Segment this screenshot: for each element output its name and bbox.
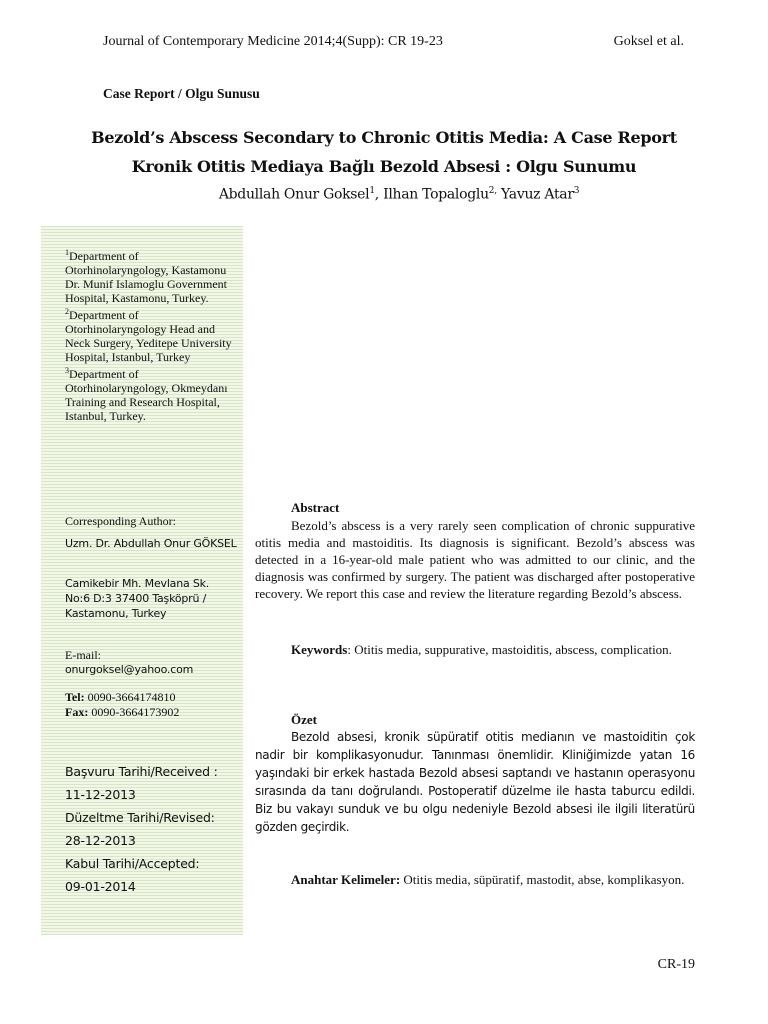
author-name: Ilhan Topaloglu <box>383 186 489 203</box>
ozet-text: Bezold absesi, kronik süpüratif otitis medianın ve mastoiditin çok nadir bir komplikasyonudur. Tanınması önemlidir. Kliniğimizde yatan 16 yaşındaki bir erkek hastada Bezold absesi saptandı ve hastanın operasyonu sırasında da tanı doğrulandı. Postoperatif düzelme ile hasta taburcu edildi. Biz bu vakayı sunduk ve bu olgu nedeniyle Bezold absesi ile ilgili literatürü gözden geçirdik. <box>255 730 695 834</box>
abstract-text: Bezold’s abscess is a very rarely seen complication of chronic suppurative otitis media and mastoiditis. Its diagnosis is significant. Bezold’s abscess was detected in a 16-year-old male patient who was admitted to our clinic, and the diagnosis was confirmed by surgery. The patient was discharged after postoperative recovery. We report this case and review the literature regarding Bezold’s abscess. <box>255 518 695 601</box>
author-affil-sup: 3 <box>573 186 580 196</box>
corresponding-address: Camikebir Mh. Mevlana Sk. No:6 D:3 37400 Taşköprü / Kastamonu, Turkey <box>65 577 210 620</box>
corresponding-name: Uzm. Dr. Abdullah Onur GÖKSEL <box>65 537 237 550</box>
received-label: Başvuru Tarihi/Received : <box>65 764 218 779</box>
tel-row <box>65 690 237 704</box>
anahtar-kelimeler <box>255 871 695 888</box>
anahtar-text: Otitis media, süpüratif, mastodit, abse, komplikasyon. <box>400 872 685 887</box>
keywords-label: Keywords <box>291 642 348 657</box>
author-affil-sup: 1 <box>369 186 375 196</box>
affiliation-sup: 2 <box>65 307 69 316</box>
author-separator: , <box>374 186 384 203</box>
abstract-heading: Abstract <box>291 500 340 515</box>
affiliation-item <box>65 246 237 305</box>
email-label: E-mail: <box>65 648 101 662</box>
keywords-text: : Otitis media, suppurative, mastoiditis, abscess, complication. <box>347 642 672 657</box>
article-type: Case Report / Olgu Sunusu <box>103 86 260 101</box>
revised-date: 28-12-2013 <box>65 833 136 848</box>
title-english: Bezold’s Abscess Secondary to Chronic Otitis Media: A Case Report <box>91 128 677 147</box>
tel-label: Tel: <box>65 690 85 704</box>
author-affil-sup: 2, <box>488 186 497 196</box>
affiliation-item <box>65 305 237 364</box>
keywords <box>255 641 695 658</box>
fax-row <box>65 705 237 719</box>
author-list <box>0 186 768 203</box>
author-name: Yavuz Atar <box>500 186 574 203</box>
accepted-date: 09-01-2014 <box>65 879 136 894</box>
affiliation-text: Department of Otorhinolaryngology, Okmeydanı Training and Research Hospital, Istanbul, Turkey. <box>65 367 228 423</box>
journal-citation: Journal of Contemporary Medicine 2014;4(Supp): CR 19-23 <box>103 34 443 49</box>
revised-label: Düzeltme Tarihi/Revised: <box>65 810 215 825</box>
page-number: CR-19 <box>657 957 695 972</box>
affiliation-text: Department of Otorhinolaryngology, Kastamonu Dr. Munif Islamoglu Government Hospital, Kastamonu, Turkey. <box>65 249 227 305</box>
accepted-label: Kabul Tarihi/Accepted: <box>65 856 200 871</box>
affiliation-text: Department of Otorhinolaryngology Head and Neck Surgery, Yeditepe University Hospital, Istanbul, Turkey <box>65 308 232 364</box>
tel-value: 0090-3664174810 <box>87 690 176 704</box>
running-authors: Goksel et al. <box>613 34 684 49</box>
ozet-heading: Özet <box>291 712 317 727</box>
affiliation-item <box>65 364 237 423</box>
fax-label: Fax: <box>65 705 89 719</box>
received-date: 11-12-2013 <box>65 787 136 802</box>
affiliation-sup: 3 <box>65 366 69 375</box>
email-link[interactable]: onurgoksel@yahoo.com <box>65 663 194 676</box>
title-turkish: Kronik Otitis Mediaya Bağlı Bezold Absesi : Olgu Sunumu <box>131 157 637 176</box>
affiliation-sup: 1 <box>65 248 69 257</box>
anahtar-label: Anahtar Kelimeler: <box>291 872 401 887</box>
corresponding-label: Corresponding Author: <box>65 514 176 528</box>
fax-value: 0090-3664173902 <box>91 705 180 719</box>
affiliations <box>65 246 237 423</box>
author-name: Abdullah Onur Goksel <box>218 186 370 203</box>
